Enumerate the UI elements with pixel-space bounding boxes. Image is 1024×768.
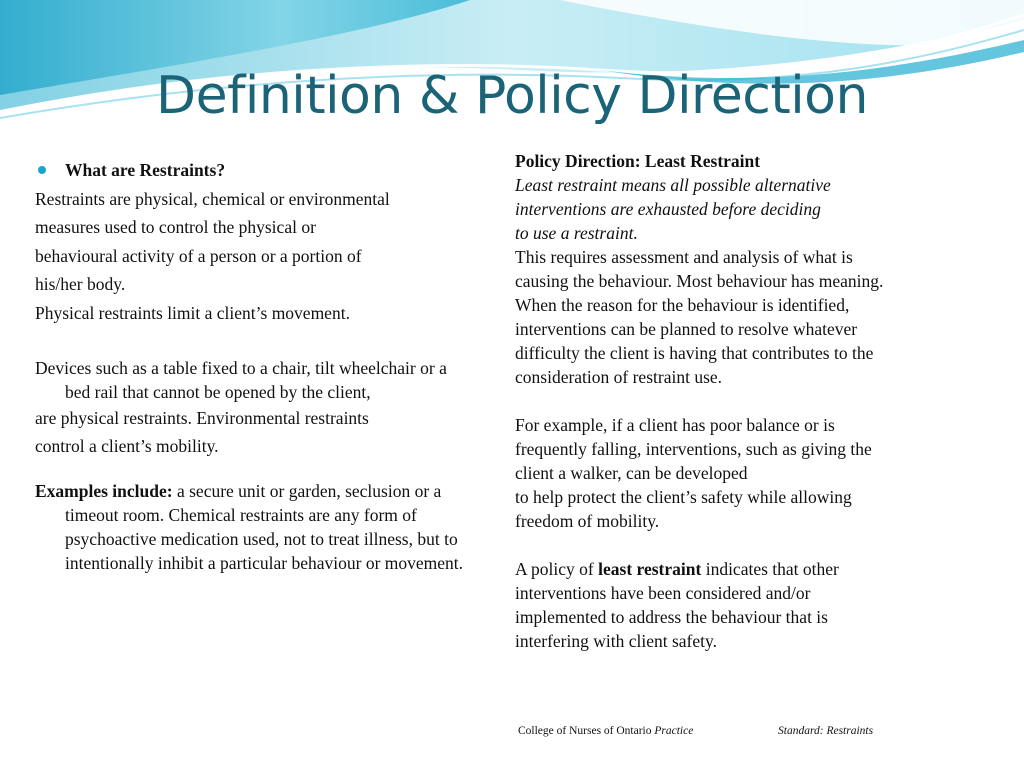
least-restraint-definition: interventions are exhausted before deciding <box>515 199 821 219</box>
slide-title: Definition & Policy Direction <box>156 66 868 126</box>
definition-line: his/her body. <box>35 274 126 295</box>
examples-text: a secure unit or garden, seclusion or a timeout room. Chemical restraints are any form of psychoactive medication used, not to treat illness, but to intentionally inhibit a particular behaviour or movement. <box>65 480 464 573</box>
definition-line: behavioural activity of a person or a portion of <box>35 245 362 266</box>
right-column <box>515 149 985 653</box>
physical-restraints-line: are physical restraints. Environmental restraints <box>35 407 369 428</box>
example-line: freedom of mobility. <box>515 511 660 531</box>
environmental-line: control a client’s mobility. <box>35 436 219 457</box>
least-restraint-definition: to use a restraint. <box>515 223 638 243</box>
example-line: client a walker, can be developed <box>515 463 748 483</box>
examples-paragraph <box>35 479 475 575</box>
assessment-line: difficulty the client is having that contributes to the <box>515 343 874 363</box>
footer-standard: Standard: Restraints <box>778 725 874 737</box>
example-line: For example, if a client has poor balance or is <box>515 415 835 435</box>
footer-source: College of Nurses of Ontario Practice <box>518 725 694 737</box>
devices-text: Devices such as a table fixed to a chair, tilt wheelchair or a bed rail that cannot be opened by the client, <box>35 357 447 402</box>
definition-line: measures used to control the physical or <box>35 217 316 238</box>
policy-heading: Policy Direction: Least Restraint <box>515 151 761 171</box>
examples-label: Examples include: <box>35 480 173 501</box>
restraints-question-bullet <box>35 156 475 185</box>
assessment-line: This requires assessment and analysis of what is <box>515 247 853 267</box>
policy-line: implemented to address the behaviour that is <box>515 607 828 627</box>
example-line: to help protect the client’s safety while allowing <box>515 487 852 507</box>
policy-line: interfering with client safety. <box>515 631 717 651</box>
assessment-line: When the reason for the behaviour is identified, <box>515 295 850 315</box>
assessment-line: causing the behaviour. Most behaviour has meaning. <box>515 271 884 291</box>
policy-line: interventions have been considered and/or <box>515 583 811 603</box>
least-restraint-definition: Least restraint means all possible alternative <box>515 175 831 195</box>
assessment-line: consideration of restraint use. <box>515 367 723 387</box>
example-line: frequently falling, interventions, such as giving the <box>515 439 872 459</box>
footer <box>518 725 874 737</box>
bullet-dot-icon <box>38 166 46 174</box>
policy-line: A policy of least restraint indicates that other <box>515 559 839 579</box>
left-column <box>35 156 475 575</box>
least-restraint-emphasis: least restraint <box>598 559 702 579</box>
definition-line: Restraints are physical, chemical or environmental <box>35 188 390 209</box>
physical-limit-text: Physical restraints limit a client’s movement. <box>35 302 350 323</box>
assessment-line: interventions can be planned to resolve whatever <box>515 319 858 339</box>
restraints-question: What are Restraints? <box>65 160 226 180</box>
